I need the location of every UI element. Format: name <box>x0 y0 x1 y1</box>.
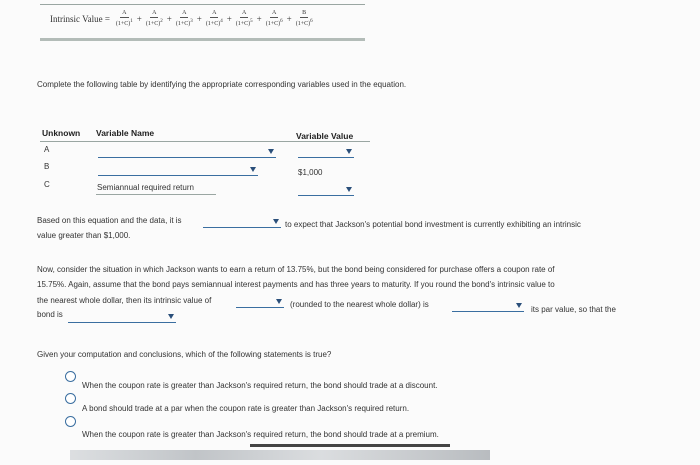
plus-sign: + <box>196 14 202 24</box>
variable-name-b-dropdown[interactable] <box>98 166 258 176</box>
para2-line3b: (rounded to the nearest whole dollar) is <box>290 300 429 309</box>
option-1-label[interactable]: When the coupon rate is greater than Jackson's required return, the bond should trade at a discount. <box>82 381 438 390</box>
fraction-denominator <box>296 18 313 28</box>
equation-underline <box>40 38 365 41</box>
option-2-label[interactable]: A bond should trade at a par when the coupon rate is greater than Jackson's required return. <box>82 404 410 413</box>
fraction-denominator <box>176 18 193 28</box>
equation-fraction <box>266 10 283 28</box>
fraction-denominator <box>266 18 283 28</box>
equation-fraction <box>176 10 193 28</box>
variable-value-c-dropdown[interactable] <box>298 186 354 196</box>
bond-trading-dropdown[interactable] <box>68 313 176 323</box>
dropdown-arrow-icon <box>276 299 282 304</box>
denominator-exponent: 4 <box>220 19 223 24</box>
fraction-denominator <box>206 18 223 28</box>
comparison-dropdown[interactable] <box>452 302 524 312</box>
intrinsic-value-equation <box>50 10 313 28</box>
unknown-a: A <box>44 145 50 154</box>
option-3-radio[interactable] <box>65 416 76 427</box>
plus-sign: + <box>226 14 232 24</box>
header-variable-value: Variable Value <box>296 131 354 141</box>
dropdown-arrow-icon <box>273 219 279 224</box>
fraction-numerator: B <box>302 10 307 16</box>
denominator-exponent: 3 <box>190 19 193 24</box>
dropdown-arrow-icon <box>268 149 274 154</box>
variable-name-c-rule <box>96 194 216 195</box>
denominator-base: (1+C) <box>205 21 221 27</box>
dropdown-arrow-icon <box>346 149 352 154</box>
fraction-numerator: A <box>272 10 277 16</box>
para1-text-end: value greater than $1,000. <box>37 231 131 240</box>
unknown-c: C <box>44 180 50 189</box>
equation-label: Intrinsic Value = <box>50 14 110 24</box>
plus-sign: + <box>166 14 172 24</box>
equation-fraction <box>206 10 223 28</box>
intrinsic-value-dropdown[interactable] <box>236 298 284 308</box>
fraction-denominator <box>146 18 163 28</box>
fraction-numerator: A <box>152 10 157 16</box>
variable-value-b: $1,000 <box>298 168 323 177</box>
variable-name-c: Semiannual required return <box>97 183 194 192</box>
denominator-base: (1+C) <box>145 21 161 27</box>
denominator-base: (1+C) <box>175 21 191 27</box>
table-header-rule <box>40 141 370 142</box>
denominator-base: (1+C) <box>115 21 131 27</box>
expectation-dropdown[interactable] <box>203 218 281 228</box>
equation-terms <box>116 10 313 28</box>
plus-sign: + <box>256 14 262 24</box>
dropdown-arrow-icon <box>516 303 522 308</box>
variable-value-a-dropdown[interactable] <box>298 148 354 158</box>
fraction-denominator <box>116 18 133 28</box>
option-3-label[interactable]: When the coupon rate is greater than Jackson's required return, the bond should trade at a premium. <box>82 430 439 439</box>
plus-sign: + <box>136 14 142 24</box>
denominator-exponent: 2 <box>160 19 163 24</box>
para1-text-start: Based on this equation and the data, it is <box>37 216 182 225</box>
denominator-exponent: 1 <box>130 19 133 24</box>
fraction-numerator: A <box>182 10 187 16</box>
bottom-rule <box>250 444 450 447</box>
denominator-base: (1+C) <box>265 21 281 27</box>
dropdown-arrow-icon <box>250 167 256 172</box>
fraction-numerator: A <box>122 10 127 16</box>
unknown-b: B <box>44 162 50 171</box>
para2-line1: Now, consider the situation in which Jackson wants to earn a return of 13.75%, but the bond being considered for purchase offers a coupon rate of <box>37 265 555 274</box>
plus-sign: + <box>286 14 292 24</box>
header-unknown: Unknown <box>42 128 81 138</box>
option-1-radio[interactable] <box>65 371 76 382</box>
top-rule <box>40 4 365 5</box>
denominator-exponent: 6 <box>280 19 283 24</box>
instruction-text: Complete the following table by identifying the appropriate corresponding variables used in the equation. <box>37 80 407 89</box>
variable-name-a-dropdown[interactable] <box>98 148 276 158</box>
equation-fraction <box>116 10 133 28</box>
denominator-base: (1+C) <box>295 21 311 27</box>
para1-text-middle: to expect that Jackson's potential bond investment is currently exhibiting an intrinsic <box>285 220 581 229</box>
option-2-radio[interactable] <box>65 393 76 404</box>
cut-off-option <box>70 450 490 460</box>
denominator-base: (1+C) <box>235 21 251 27</box>
header-variable-name: Variable Name <box>96 128 155 138</box>
question-text: Given your computation and conclusions, which of the following statements is true? <box>37 350 332 359</box>
equation-fraction <box>146 10 163 28</box>
fraction-numerator: A <box>212 10 217 16</box>
para2-line3a: the nearest whole dollar, then its intrinsic value of <box>37 296 212 305</box>
para2-line3c: its par value, so that the <box>531 305 616 314</box>
denominator-exponent: 5 <box>250 19 253 24</box>
para2-line4: bond is <box>37 310 63 319</box>
fraction-numerator: A <box>242 10 247 16</box>
denominator-exponent: 6 <box>310 19 313 24</box>
para2-line2: 15.75%. Again, assume that the bond pays semiannual interest payments and has three years to maturity. If you round the bond's intrinsic value to <box>37 280 555 289</box>
equation-fraction <box>236 10 253 28</box>
dropdown-arrow-icon <box>168 314 174 319</box>
dropdown-arrow-icon <box>346 187 352 192</box>
fraction-denominator <box>236 18 253 28</box>
equation-fraction <box>296 10 313 28</box>
